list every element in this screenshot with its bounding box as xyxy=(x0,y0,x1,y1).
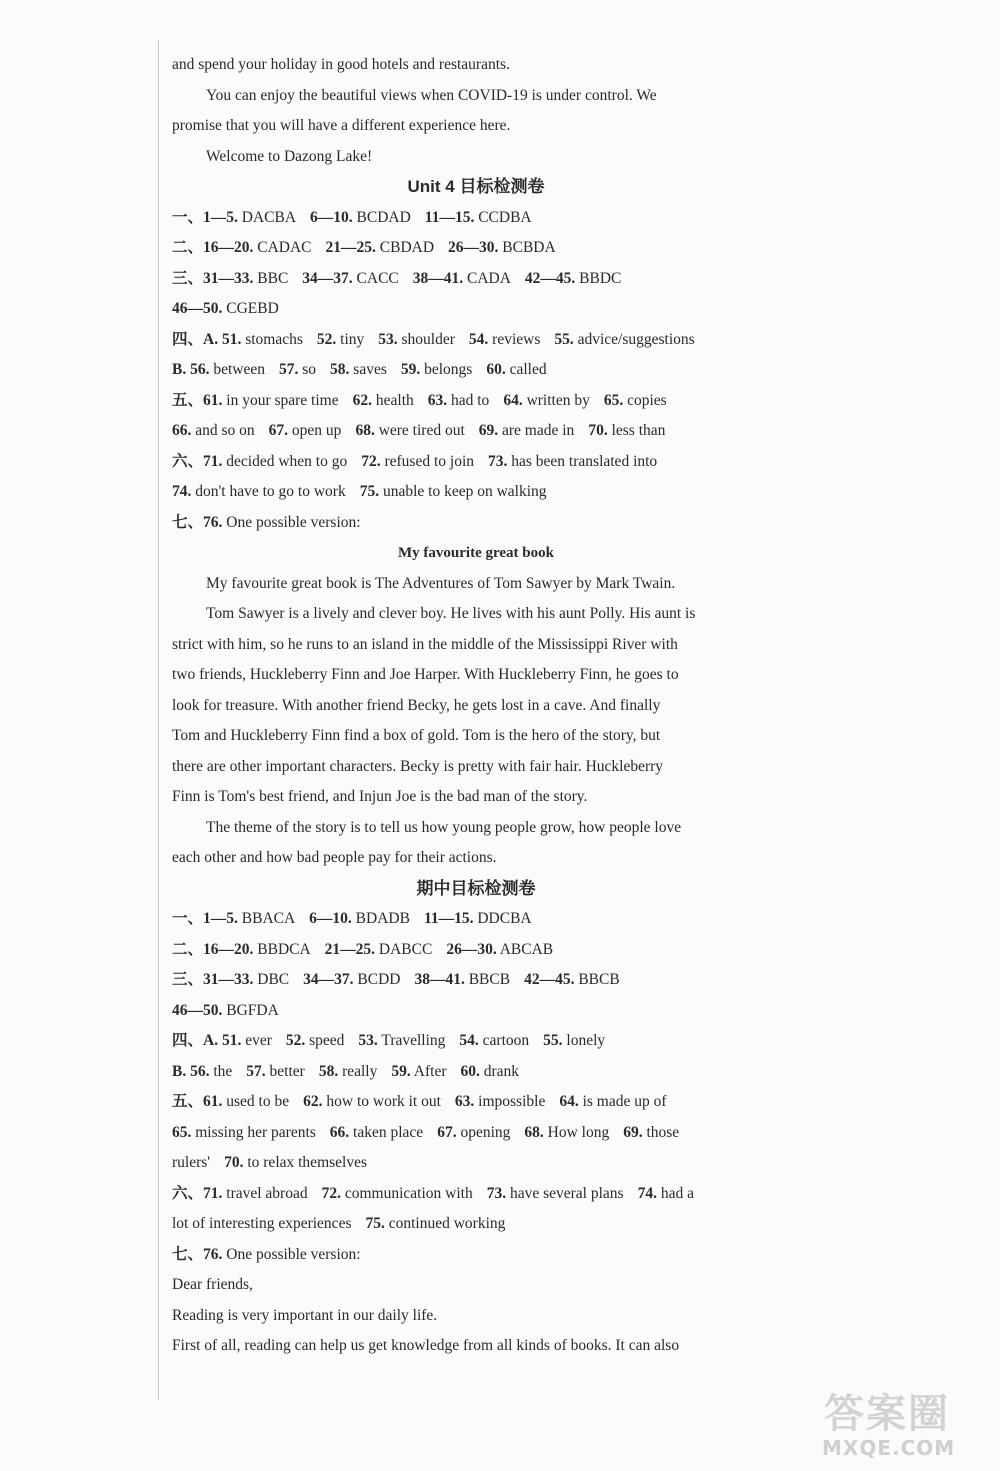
question-number: 59. xyxy=(400,361,421,378)
answer-value: BGFDA xyxy=(226,1001,279,1019)
answer-item xyxy=(604,392,667,409)
answer-row xyxy=(172,1087,780,1118)
answer-value: drank xyxy=(483,1062,520,1080)
question-number: 62. xyxy=(352,391,372,409)
answer-row xyxy=(172,203,780,234)
answer-item xyxy=(303,1093,441,1110)
question-number: 53. xyxy=(378,330,398,348)
question-number: 42—45. xyxy=(524,269,576,287)
answer-item xyxy=(172,1246,361,1263)
answer-item xyxy=(172,514,361,531)
answer-value: shoulder xyxy=(401,330,455,348)
answer-value: DDCBA xyxy=(477,910,532,927)
midterm-heading: 期中目标检测卷 xyxy=(416,878,536,898)
answer-value: ABCAB xyxy=(499,940,554,958)
answer-value: BBDCA xyxy=(257,940,311,958)
question-number: 63. xyxy=(427,391,448,409)
letter-body xyxy=(172,1270,780,1362)
answer-item xyxy=(172,1032,272,1049)
answer-item xyxy=(224,1154,367,1171)
answer-value: After xyxy=(413,1062,447,1080)
answer-value: How long xyxy=(547,1123,610,1141)
intro-line: promise that you will have a different experience here. xyxy=(172,117,511,134)
question-number: B. 56. xyxy=(172,361,210,378)
answer-item xyxy=(355,422,464,439)
answer-value: lonely xyxy=(566,1032,606,1049)
answer-item xyxy=(524,1124,609,1141)
answer-value: CACC xyxy=(356,269,399,287)
answer-value: how to work it out xyxy=(326,1093,441,1110)
answer-value: in your spare time xyxy=(226,391,339,409)
answer-row xyxy=(172,264,780,295)
answer-value: BCDD xyxy=(357,971,401,988)
binding-rule xyxy=(158,40,159,1400)
question-number: 57. xyxy=(246,1062,266,1080)
answer-item xyxy=(317,331,364,348)
text-line: each other and how bad people pay for their actions. xyxy=(172,849,497,866)
answer-value: is made up of xyxy=(582,1093,667,1110)
answer-item xyxy=(310,209,411,226)
answer-value: speed xyxy=(309,1032,345,1049)
answer-value: BBCB xyxy=(578,971,620,988)
text-line: Reading is very important in our daily life. xyxy=(172,1306,438,1324)
question-number: 58. xyxy=(330,361,350,378)
answer-value: have several plans xyxy=(509,1184,624,1202)
answer-item xyxy=(414,971,510,988)
answer-value: unable to keep on walking xyxy=(382,483,547,500)
answer-item xyxy=(172,300,279,317)
answer-item xyxy=(554,331,694,348)
answer-item xyxy=(172,453,347,470)
question-number: 46—50. xyxy=(172,1001,223,1019)
answer-item xyxy=(172,1215,351,1232)
answer-item xyxy=(413,270,511,287)
answer-item xyxy=(172,483,346,500)
question-number: 74. xyxy=(637,1184,657,1202)
answer-item xyxy=(246,1063,305,1080)
answer-row xyxy=(172,1240,780,1271)
answer-value: used to be xyxy=(226,1093,290,1110)
question-number: 52. xyxy=(316,330,337,348)
question-number: 七、76. xyxy=(172,1245,223,1263)
answer-value: better xyxy=(269,1062,305,1080)
essay-title: My favourite great book xyxy=(398,545,554,561)
text-line: strict with him, so he runs to an island in the middle of the Mississippi River with xyxy=(172,635,678,653)
unit4-heading: Unit 4 目标检测卷 xyxy=(407,177,545,196)
question-number: 57. xyxy=(278,361,299,378)
question-number: 74. xyxy=(172,483,192,500)
answer-item xyxy=(172,392,339,409)
answer-item xyxy=(172,270,288,287)
answer-value: missing her parents xyxy=(195,1123,316,1141)
question-number: 54. xyxy=(459,1032,479,1049)
answer-value: stomachs xyxy=(245,330,303,348)
answer-value: those xyxy=(646,1123,680,1141)
question-number: 四、A. 51. xyxy=(172,1032,242,1049)
answer-row xyxy=(172,477,780,508)
question-number: 三、31—33. xyxy=(172,971,254,988)
answer-value: CBDAD xyxy=(379,239,435,256)
answer-item xyxy=(378,331,455,348)
essay-body xyxy=(172,569,780,874)
answer-item xyxy=(172,941,311,958)
answer-value: opening xyxy=(460,1123,511,1141)
answer-item xyxy=(172,239,312,256)
answer-value: really xyxy=(342,1062,378,1080)
text-line: two friends, Huckleberry Finn and Joe Harper. With Huckleberry Finn, he goes to xyxy=(172,666,679,683)
answer-item xyxy=(309,910,410,927)
answer-item xyxy=(326,239,435,256)
answer-row xyxy=(172,1118,780,1149)
question-number: 6—10. xyxy=(309,910,352,927)
answer-item xyxy=(503,392,590,409)
answer-value: less than xyxy=(611,422,666,439)
answer-value: BDADB xyxy=(355,910,410,927)
text-line: Finn is Tom's best friend, and Injun Joe is the bad man of the story. xyxy=(172,788,588,805)
text-line: The theme of the story is to tell us how young people grow, how people love xyxy=(206,818,682,836)
question-number: 73. xyxy=(488,452,508,470)
question-number: 69. xyxy=(623,1123,643,1141)
answer-item xyxy=(361,453,474,470)
question-number: 26—30. xyxy=(446,940,497,958)
watermark-logo xyxy=(816,1380,992,1466)
answer-value: CADA xyxy=(467,269,511,287)
answer-value: ever xyxy=(245,1032,272,1049)
answer-item xyxy=(319,1063,378,1080)
answer-value: BBACA xyxy=(241,910,296,927)
answer-value: so xyxy=(302,361,317,378)
answer-value: lot of interesting experiences xyxy=(172,1215,352,1232)
answer-value: communication with xyxy=(344,1184,473,1202)
question-number: 11—15. xyxy=(423,910,474,927)
question-number: 59. xyxy=(391,1062,411,1080)
question-number: 七、76. xyxy=(172,513,223,531)
answer-value: taken place xyxy=(353,1123,424,1141)
answer-page xyxy=(172,50,780,1362)
answer-item xyxy=(525,270,621,287)
question-number: 64. xyxy=(503,391,523,409)
answer-item xyxy=(479,422,575,439)
answer-item xyxy=(330,1124,423,1141)
answer-item xyxy=(303,971,400,988)
answer-row xyxy=(172,1026,780,1057)
question-number: 三、31—33. xyxy=(172,269,254,287)
question-number: 42—45. xyxy=(524,971,575,988)
answer-item xyxy=(401,361,472,378)
answer-row xyxy=(172,1057,780,1088)
answer-item xyxy=(365,1215,505,1232)
question-number: 58. xyxy=(318,1062,339,1080)
answer-value: BBCB xyxy=(468,971,511,988)
answer-item xyxy=(322,1185,473,1202)
question-number: 六、71. xyxy=(172,452,223,470)
answer-item xyxy=(559,1093,666,1110)
question-number: 67. xyxy=(437,1123,457,1141)
question-number: 72. xyxy=(361,452,381,470)
answer-item xyxy=(279,361,316,378)
answer-value: belongs xyxy=(424,361,473,378)
answer-row xyxy=(172,386,780,417)
question-number: 52. xyxy=(285,1032,306,1049)
answer-value: advice/suggestions xyxy=(577,330,695,348)
question-number: 70. xyxy=(224,1154,244,1171)
answer-item xyxy=(524,971,620,988)
question-number: 21—25. xyxy=(325,239,376,256)
answer-item xyxy=(437,1124,510,1141)
answer-value: has been translated into xyxy=(511,452,658,470)
answer-item xyxy=(486,361,546,378)
answer-value: copies xyxy=(627,391,667,409)
question-number: 65. xyxy=(172,1123,192,1141)
answer-item xyxy=(543,1032,605,1049)
answer-row xyxy=(172,965,780,996)
question-number: 五、61. xyxy=(172,391,223,409)
answer-value: had a xyxy=(660,1184,694,1202)
answer-item xyxy=(172,1154,210,1171)
question-number: 55. xyxy=(543,1032,563,1049)
answer-value: CCDBA xyxy=(478,208,532,226)
text-line: Dear friends, xyxy=(172,1276,253,1293)
question-number: 65. xyxy=(603,391,624,409)
question-number: 73. xyxy=(486,1184,507,1202)
question-number: 46—50. xyxy=(172,300,223,317)
answer-item xyxy=(172,1002,279,1019)
answer-value: to relax themselves xyxy=(247,1154,367,1171)
intro-line: and spend your holiday in good hotels and restaurants. xyxy=(172,56,510,73)
question-number: 72. xyxy=(321,1184,341,1202)
answer-value: Travelling xyxy=(381,1032,446,1049)
answer-item xyxy=(172,331,303,348)
question-number: 二、16—20. xyxy=(172,239,254,256)
answer-row xyxy=(172,325,780,356)
answer-item xyxy=(360,483,547,500)
answer-value: refused to join xyxy=(384,452,475,470)
answer-item xyxy=(588,422,665,439)
answer-row xyxy=(172,1179,780,1210)
answer-value: CADAC xyxy=(257,239,312,256)
answer-row xyxy=(172,935,780,966)
answer-item xyxy=(446,941,553,958)
answer-item xyxy=(391,1063,446,1080)
answer-row xyxy=(172,233,780,264)
answer-item xyxy=(325,941,433,958)
answer-item xyxy=(172,361,265,378)
answer-row xyxy=(172,1209,780,1240)
watermark-url: MXQE.COM xyxy=(822,1436,956,1460)
answer-value: tiny xyxy=(340,330,365,348)
answer-value: travel abroad xyxy=(226,1184,308,1202)
text-line: First of all, reading can help us get knowledge from all kinds of books. It can also xyxy=(172,1337,680,1354)
answer-item xyxy=(358,1032,445,1049)
question-number: 75. xyxy=(365,1215,385,1232)
answer-item xyxy=(172,971,289,988)
intro-line: You can enjoy the beautiful views when COVID-19 is under control. We xyxy=(206,86,657,104)
answer-item xyxy=(172,1063,232,1080)
answer-item xyxy=(487,1185,624,1202)
answer-item xyxy=(425,209,532,226)
question-number: 69. xyxy=(478,422,499,439)
answer-row xyxy=(172,508,780,539)
answer-value: BBC xyxy=(257,269,289,287)
answer-value: were tired out xyxy=(378,422,465,439)
question-number: 54. xyxy=(468,330,489,348)
question-number: 60. xyxy=(486,361,506,378)
answer-item xyxy=(269,422,342,439)
question-number: 21—25. xyxy=(324,940,376,958)
answer-value: open up xyxy=(291,422,342,439)
answer-value: cartoon xyxy=(482,1032,530,1049)
question-number: 53. xyxy=(358,1032,378,1049)
answer-value: DACBA xyxy=(241,208,297,226)
text-line: Tom and Huckleberry Finn find a box of gold. Tom is the hero of the story, but xyxy=(172,727,661,744)
question-number: 64. xyxy=(559,1093,579,1110)
answer-value: continued working xyxy=(388,1215,506,1232)
answer-item xyxy=(455,1093,545,1110)
answer-row xyxy=(172,1148,780,1179)
question-number: 67. xyxy=(268,422,289,439)
question-number: 二、16—20. xyxy=(172,940,254,958)
question-number: 60. xyxy=(460,1062,480,1080)
answer-item xyxy=(302,270,398,287)
answer-row xyxy=(172,416,780,447)
answer-value: DBC xyxy=(257,971,290,988)
answer-value: BCDAD xyxy=(356,208,411,226)
answer-item xyxy=(172,1124,316,1141)
question-number: 四、A. 51. xyxy=(172,330,242,348)
answer-row xyxy=(172,447,780,478)
answer-row xyxy=(172,355,780,386)
question-number: 11—15. xyxy=(424,208,475,226)
answer-item xyxy=(428,392,490,409)
answer-item xyxy=(460,1063,519,1080)
text-line: there are other important characters. Becky is pretty with fair hair. Huckleberry xyxy=(172,757,664,775)
answer-value: and so on xyxy=(195,422,255,439)
answer-item xyxy=(172,910,295,927)
question-number: 六、71. xyxy=(172,1184,223,1202)
answer-row xyxy=(172,904,780,935)
answer-value: decided when to go xyxy=(226,452,348,470)
answer-value: DABCC xyxy=(378,940,433,958)
answer-value: are made in xyxy=(502,422,575,439)
question-number: B. 56. xyxy=(172,1062,210,1080)
answer-item xyxy=(286,1032,345,1049)
answer-item xyxy=(172,1093,289,1110)
watermark-text: 答案圈 xyxy=(824,1391,950,1437)
question-number: 五、61. xyxy=(172,1093,223,1110)
question-number: 6—10. xyxy=(310,208,353,226)
text-line: Tom Sawyer is a lively and clever boy. He lives with his aunt Polly. His aunt is xyxy=(206,605,696,622)
answer-item xyxy=(424,910,532,927)
question-number: 70. xyxy=(588,422,608,439)
question-number: 一、1—5. xyxy=(172,910,238,927)
answer-item xyxy=(353,392,414,409)
question-number: 55. xyxy=(554,330,574,348)
question-number: 63. xyxy=(454,1093,475,1110)
answer-value: had to xyxy=(451,391,490,409)
intro-line: Welcome to Dazong Lake! xyxy=(206,147,373,165)
answer-value: rulers' xyxy=(172,1154,211,1171)
answer-value: impossible xyxy=(478,1093,546,1110)
answer-value: BBDC xyxy=(579,269,622,287)
question-number: 34—37. xyxy=(303,971,354,988)
answer-value: One possible version: xyxy=(226,1245,361,1263)
answer-item xyxy=(172,1185,308,1202)
answer-item xyxy=(330,361,387,378)
answer-item xyxy=(172,209,296,226)
answer-value: called xyxy=(509,361,547,378)
answer-row xyxy=(172,996,780,1027)
answer-value: BCBDA xyxy=(502,239,556,256)
answer-value: One possible version: xyxy=(226,513,361,531)
answer-value: reviews xyxy=(492,330,541,348)
text-line: look for treasure. With another friend Becky, he gets lost in a cave. And finally xyxy=(172,696,661,714)
question-number: 75. xyxy=(359,483,380,500)
answer-item xyxy=(172,422,255,439)
answer-value: CGEBD xyxy=(226,300,279,317)
answer-value: health xyxy=(375,391,414,409)
question-number: 62. xyxy=(303,1093,323,1110)
question-number: 38—41. xyxy=(414,971,465,988)
answer-item xyxy=(488,453,657,470)
answer-item xyxy=(459,1032,529,1049)
answer-value: written by xyxy=(526,391,590,409)
midterm-answers xyxy=(172,904,780,1270)
question-number: 34—37. xyxy=(302,269,353,287)
answer-row xyxy=(172,294,780,325)
answer-item xyxy=(638,1185,694,1202)
question-number: 66. xyxy=(329,1123,350,1141)
answer-value: saves xyxy=(353,361,387,378)
text-line: My favourite great book is The Adventures of Tom Sawyer by Mark Twain. xyxy=(206,574,676,592)
answer-value: don't have to go to work xyxy=(195,483,346,500)
question-number: 66. xyxy=(172,422,192,439)
answer-value: between xyxy=(213,361,265,378)
question-number: 68. xyxy=(524,1123,544,1141)
unit4-answers xyxy=(172,203,780,539)
question-number: 一、1—5. xyxy=(172,208,238,226)
answer-value: the xyxy=(213,1062,233,1080)
question-number: 26—30. xyxy=(448,239,499,256)
question-number: 38—41. xyxy=(412,269,464,287)
answer-item xyxy=(623,1124,679,1141)
question-number: 68. xyxy=(355,422,375,439)
answer-item xyxy=(448,239,556,256)
answer-item xyxy=(469,331,540,348)
